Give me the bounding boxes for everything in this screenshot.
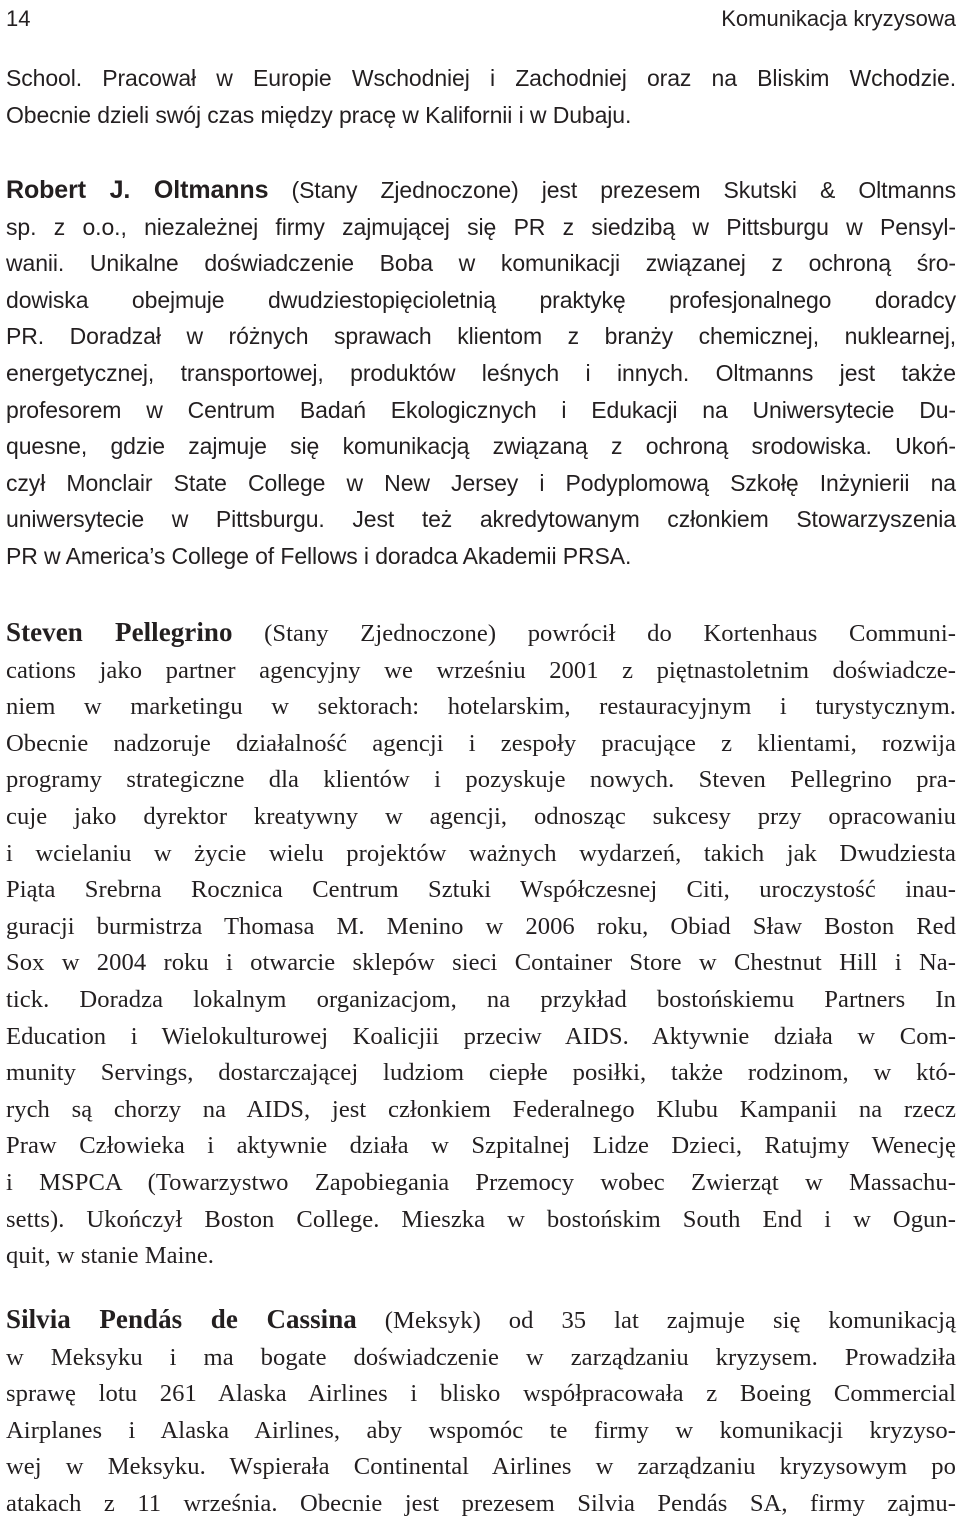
text-line: energetycznej, transportowej, produktów leśnych i innych. Oltmanns jest także	[6, 359, 956, 386]
text-line: i MSPCA (Towarzystwo Zapobiegania Przemocy wobec Zwierząt w Massachu-	[6, 1168, 956, 1196]
person-name: Steven Pellegrino	[6, 617, 233, 647]
paragraph-silvia-pendas-de-cassina	[6, 1301, 956, 1523]
text-line: w Meksyku i ma bogate doświadczenie w zarządzaniu kryzysem. Prowadziła	[6, 1343, 956, 1371]
text-line: guracji burmistrza Thomasa M. Menino w 2006 roku, Obiad Sław Boston Red	[6, 912, 956, 940]
text-line: Obecnie dzieli swój czas między pracę w Kalifornii i w Dubaju.	[6, 101, 632, 128]
text-line: sp. z o.o., niezależnej firmy zajmującej się PR z siedzibą w Pittsburgu w Pensyl-	[6, 213, 956, 240]
text-line: profesorem w Centrum Badań Ekologicznych i Edukacji na Uniwersytecie Du-	[6, 396, 956, 423]
text-line: (Meksyk) od 35 lat zajmuje się komunikacją	[356, 1307, 956, 1334]
text-line: uniwersytecie w Pittsburgu. Jest też akredytowanym członkiem Stowarzyszenia	[6, 506, 956, 533]
text-line: School. Pracował w Europie Wschodniej i Zachodniej oraz na Bliskim Wchodzie.	[6, 65, 956, 91]
paragraph-robert-oltmanns	[6, 172, 956, 575]
text-line: cuje jako dyrektor kreatywny w agencji, odnosząc sukcesy przy opracowaniu	[6, 802, 956, 830]
text-line: PR. Doradzał w różnych sprawach klientom z branży chemicznej, nuklearnej,	[6, 323, 956, 350]
page-header	[6, 4, 956, 34]
text-line: quesne, gdzie zajmuje się komunikacją związaną z ochroną srodowiska. Ukoń-	[6, 433, 956, 460]
text-line: niem w marketingu w sektorach: hotelarskim, restauracyjnym i turystycznym.	[6, 693, 956, 721]
text-line: atakach z 11 września. Obecnie jest prezesem Silvia Pendás SA, firmy zajmu-	[6, 1489, 956, 1517]
text-line: PR w America’s College of Fellows i doradca Akademii PRSA.	[6, 542, 632, 569]
text-line: quit, w stanie Maine.	[6, 1242, 215, 1270]
text-line: Sox w 2004 roku i otwarcie sklepów sieci Container Store w Chestnut Hill i Na-	[6, 949, 956, 977]
text-line: Education i Wielokulturowej Koalicjii przeciw AIDS. Aktywnie działa w Com-	[6, 1022, 956, 1050]
text-line: (Stany Zjednoczone) powrócił do Kortenhaus Communi-	[232, 620, 956, 647]
running-title: Komunikacja kryzysowa	[721, 6, 956, 31]
text-line: munity Servings, dostarczającej ludziom ciepłe posiłki, także rodzinom, w któ-	[6, 1059, 956, 1087]
text-line: (Stany Zjednoczone) jest prezesem Skutski & Oltmanns	[268, 177, 956, 203]
text-line: Obecnie nadzoruje działalność agencji i zespoły pracujące z klientami, rozwija	[6, 729, 956, 757]
text-line: wanii. Unikalne doświadczenie Boba w komunikacji związanej z ochroną śro-	[6, 250, 956, 277]
text-line: i wcielaniu w życie wielu projektów ważnych wydarzeń, takich jak Dwudziesta	[6, 839, 956, 867]
text-line: sprawę lotu 261 Alaska Airlines i blisko współpracowała z Boeing Commercial	[6, 1380, 956, 1408]
text-line: Airplanes i Alaska Airlines, aby wspomóc te firmy w komunikacji kryzyso-	[6, 1416, 956, 1444]
paragraph-steven-pellegrino	[6, 614, 956, 1275]
person-name: Silvia Pendás de Cassina	[6, 1304, 357, 1334]
page-number: 14	[6, 6, 31, 31]
text-line: Piąta Srebrna Rocznica Centrum Sztuki Współczesnej Citi, uroczystość inau-	[6, 876, 956, 904]
text-line: tick. Doradza lokalnym organizacjom, na przykład bostońskiemu Partners In	[6, 985, 956, 1013]
person-name: Robert J. Oltmanns	[6, 176, 269, 204]
text-line: cations jako partner agencyjny we wrześniu 2001 z piętnastoletnim doświadcze-	[6, 656, 956, 684]
text-line: programy strategiczne dla klientów i pozyskuje nowych. Steven Pellegrino pra-	[6, 766, 956, 794]
text-line: setts). Ukończył Boston College. Mieszka w bostońskim South End i w Ogun-	[6, 1205, 956, 1233]
text-line: rych są chorzy na AIDS, jest członkiem Federalnego Klubu Kampanii na rzecz	[6, 1095, 956, 1123]
paragraph-school-continuation	[6, 60, 956, 133]
text-line: czył Monclair State College w New Jersey i Podyplomową Szkołę Inżynierii na	[6, 469, 956, 496]
document-page	[6, 0, 956, 1519]
text-line: wej w Meksyku. Wspierała Continental Airlines w zarządzaniu kryzysowym po	[6, 1453, 956, 1481]
text-line: dowiska obejmuje dwudziestopięcioletnią praktykę profesjonalnego doradcy	[6, 286, 956, 313]
text-line: Praw Człowieka i aktywnie działa w Szpitalnej Lidze Dzieci, Ratujmy Wenecję	[6, 1132, 956, 1160]
